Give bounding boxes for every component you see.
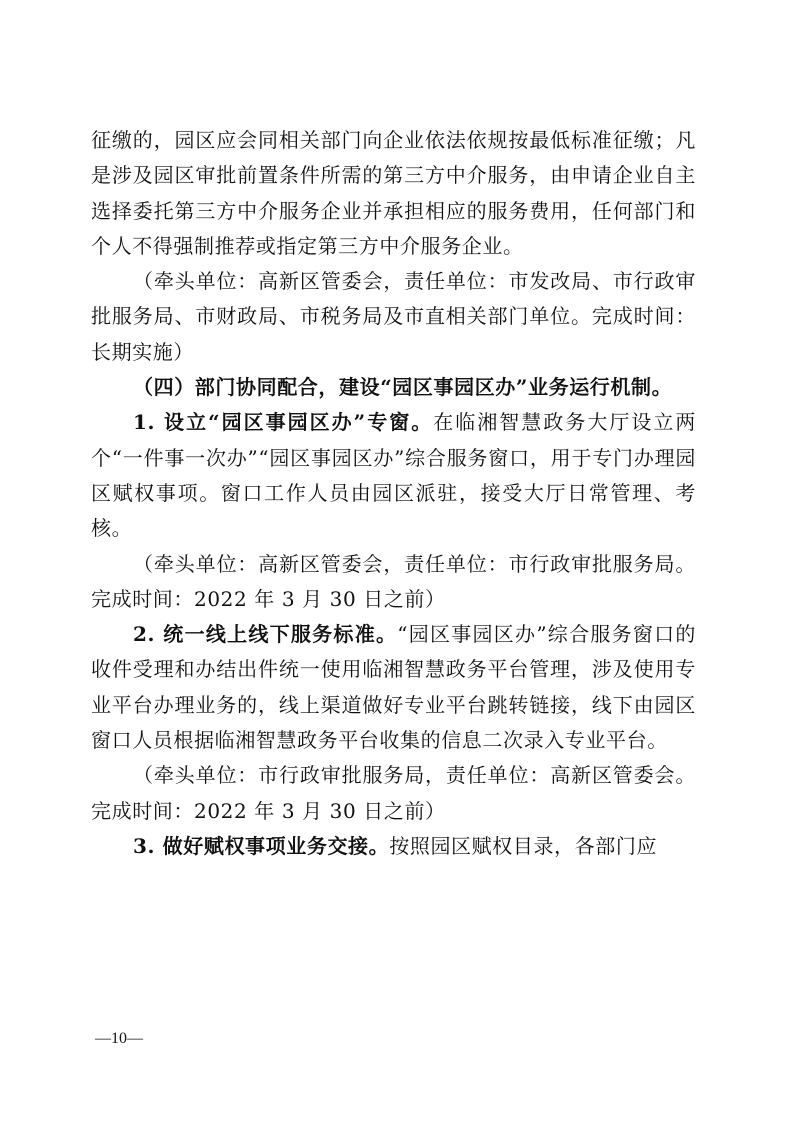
- paragraph-text: “园区事园区办”综合服务窗口的收件受理和办结出件统一使用临湘智慧政务平台管理，涉及使用专业平台办理业务的，线上渠道做好专业平台跳转链接，线下由园区窗口人员根据临湘智慧政务平台收集的信息二次录入专业平台。: [91, 622, 696, 753]
- paragraph-text: （牵头单位：高新区管委会，责任单位：市行政审批服务局。完成时间：2022 年 3 月 30 日之前）: [91, 551, 696, 611]
- item-1-responsibility-note: [91, 547, 696, 618]
- item-3-paragraph: [91, 829, 696, 864]
- page-number: —10—: [95, 1030, 143, 1047]
- paragraph-fee-collection: [91, 123, 696, 264]
- item-2-heading: 2. 统一线上线下服务标准。: [133, 622, 398, 647]
- item-1-heading: 1. 设立“园区事园区办”专窗。: [133, 410, 434, 435]
- item-2-paragraph: [91, 617, 696, 758]
- item-1-paragraph: [91, 405, 696, 546]
- item-3-heading: 3. 做好赋权事项业务交接。: [133, 833, 390, 858]
- document-body: [91, 123, 696, 864]
- paragraph-text: 在临湘智慧政务大厅设立两个“一件事一次办”“园区事园区办”综合服务窗口，用于专门办理园区赋权事项。窗口工作人员由园区派驻，接受大厅日常管理、考核。: [91, 410, 697, 541]
- item-2-responsibility-note: [91, 758, 696, 829]
- section-heading-text: （四）部门协同配合，建设“园区事园区办”业务运行机制。: [133, 375, 673, 400]
- paragraph-responsibility-note: [91, 264, 696, 370]
- paragraph-text: （牵头单位：市行政审批服务局，责任单位：高新区管委会。完成时间：2022 年 3 月 30 日之前）: [91, 763, 696, 823]
- paragraph-text: 征缴的，园区应会同相关部门向企业依法依规按最低标准征缴；凡是涉及园区审批前置条件所需的第三方中介服务，由申请企业自主选择委托第三方中介服务企业并承担相应的服务费用，任何部门和个人不得强制推荐或指定第三方中介服务企业。: [91, 128, 696, 258]
- section-heading-4: [91, 370, 696, 405]
- paragraph-text: （牵头单位：高新区管委会，责任单位：市发改局、市行政审批服务局、市财政局、市税务局及市直相关部门单位。完成时间：长期实施）: [91, 269, 696, 364]
- paragraph-text: 按照园区赋权目录，各部门应: [389, 833, 658, 858]
